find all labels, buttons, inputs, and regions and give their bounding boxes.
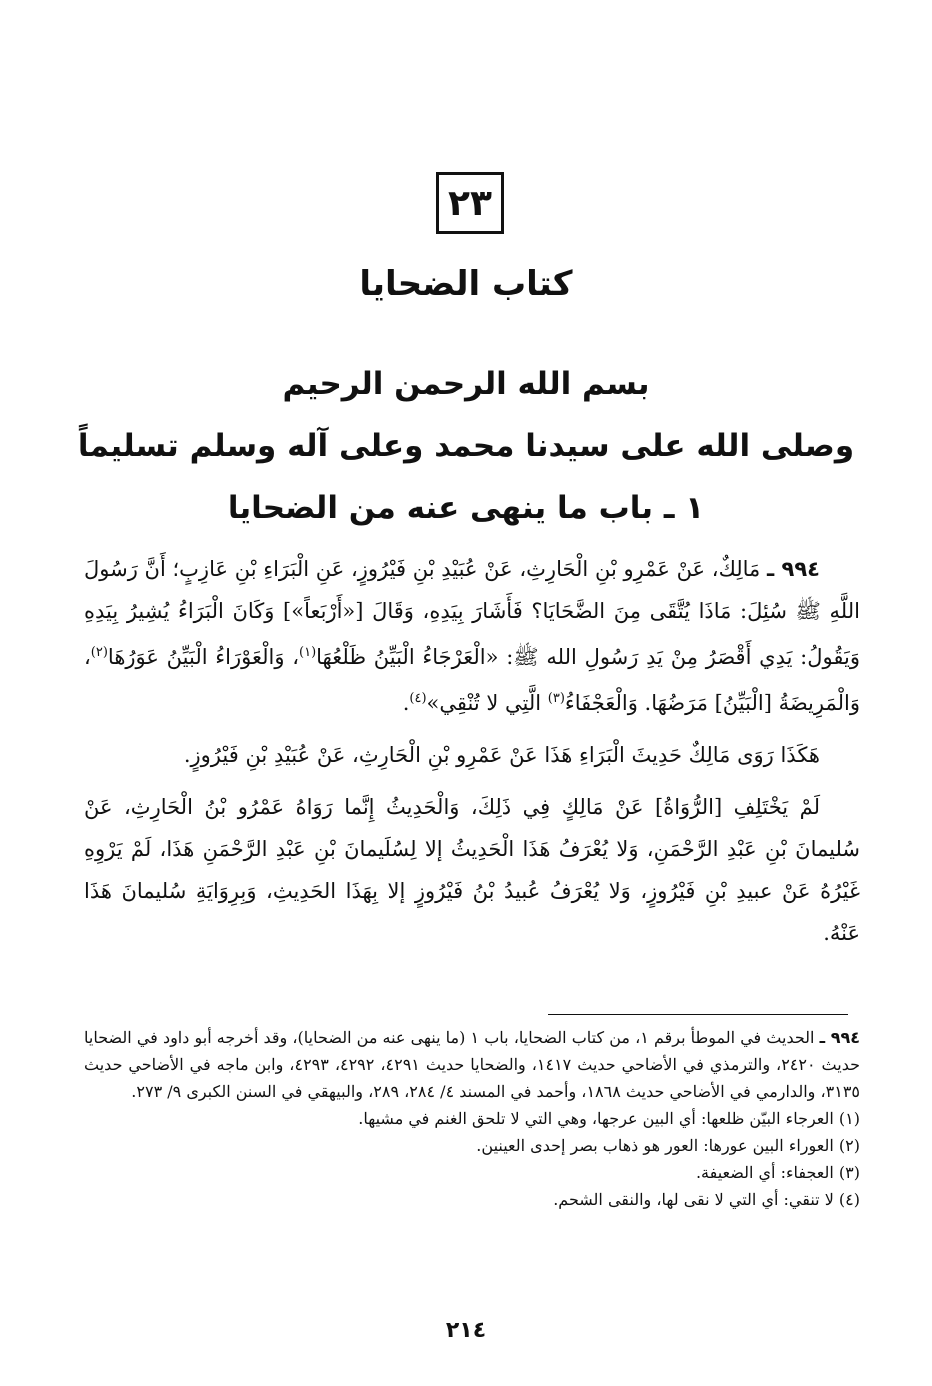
hadith-paragraph: [84, 548, 860, 724]
book-title: كتاب الضحايا: [359, 264, 573, 304]
footnote-main-text: الحديث في الموطأ برقم ١، من كتاب الضحايا، باب ١ (ما ينهى عنه من الضحايا)، وقد أخرجه أبو داود في الضحايا حديث ٢٤٢٠، والترمذي في الأضاحي حديث ١٤١٧، والضحايا حديث ٤٢٩١، ٤٢٩٢، ٤٢٩٣، وابن ماجه في الأضاحي حديث ٣١٣٥، والدارمي في الأضاحي حديث ١٨٦٨، وأحمد في المسند ٤/ ٢٨٤، ٢٨٩، والبيهقي في السنن الكبرى ٩/ ٢٧٣.: [84, 1028, 860, 1101]
footnote-main: [84, 1024, 860, 1105]
footnote-item-2: (٢) العوراء البين عورها: العور هو ذهاب بصر إحدى العينين.: [476, 1136, 860, 1155]
hadith-text-end: .: [402, 691, 410, 715]
hadith-text-part3: ، وَالْمَرِيضَةُ [الْبَيِّنُ] مَرَضُهَا. وَالْعَجْفَاءُ: [84, 645, 860, 715]
hadith-number: ٩٩٤ ـ: [767, 557, 820, 581]
salawat-line: وصلى الله على سيدنا محمد وعلى آله وسلم تسليماً: [77, 428, 855, 464]
hadith-text-part2: ، وَالْعَوْرَاءُ الْبَيِّنُ عَوَرُهَا: [107, 645, 300, 669]
chapter-heading: ١ ـ باب ما ينهى عنه من الضحايا: [227, 490, 705, 526]
footnote-ref-1: (١): [299, 645, 317, 660]
hadith-text-part4: الَّتِي لا تُنْقِي»: [426, 691, 548, 715]
footnote-item-1: (١) العرجاء البيّن ظلعها: أي البين عرجها، وهي التي لا تلحق الغنم في مشيها.: [358, 1109, 860, 1128]
footnote-divider: [548, 1014, 848, 1015]
chapter-number-box: [436, 172, 504, 234]
footnote-main-number: ٩٩٤ ـ: [819, 1028, 861, 1047]
page-number: ٢١٤: [445, 1318, 487, 1343]
hadith-text-part1: مَالِكٌ، عَنْ عَمْرِو بْنِ الْحَارِثِ، عَنْ عُبَيْدِ بْنِ فَيْرُوزٍ، عَنِ الْبَرَاءِ بْنِ عَازِبٍ؛ أَنَّ رَسُولَ اللَّهِ ﷺ سُئِلَ: مَاذَا يُتَّقَى مِنَ الضَّحَايَا؟ فَأَشَارَ بِيَدِهِ، وَقَالَ [«أَرْبَعاً»] وَكَانَ الْبَرَاءُ يُشِيرُ بِيَدِهِ وَيَقُولُ: يَدِي أَقْصَرُ مِنْ يَدِ رَسُولِ الله ﷺ: «الْعَرْجَاءُ الْبَيِّنُ ظَلْعُهَا: [84, 557, 860, 669]
main-text: [84, 548, 860, 964]
chapter-number: ٢٣: [448, 182, 492, 224]
footnote-item-4: (٤) لا تنقي: أي التي لا نقى لها، والنقى الشحم.: [553, 1190, 860, 1209]
basmala: بسم الله الرحمن الرحيم: [282, 366, 650, 402]
footnote-ref-4: (٤): [409, 691, 427, 706]
footnote-ref-2: (٢): [90, 645, 108, 660]
commentary-paragraph-1: هَكَذَا رَوَى مَالِكٌ حَدِيثَ الْبَرَاءِ هَذَا عَنْ عَمْرِو بْنِ الْحَارِثِ، عَنْ عُبَيْدِ بْنِ فَيْرُوزٍ.: [183, 743, 820, 767]
commentary-paragraph-2: لَمْ يَخْتَلِفِ [الرُّوَاةُ] عَنْ مَالِكٍ فِي ذَلِكَ، وَالْحَدِيثُ إِنَّما رَوَاهُ عَمْرُو بْنُ الْحَارِثِ، عَنْ سُليمانَ بْنِ عَبْدِ الرَّحْمَنِ، وَلا يُعْرَفُ هَذَا الْحَدِيثُ إلا لِسُلَيمانَ بْنِ عَبْدِ الرَّحْمَنِ هَذَا، لَمْ يَرْوِهِ غَيْرُهُ عَنْ عبيدِ بْنِ فَيْرُوزٍ، وَلا يُعْرَفُ عُبيدُ بْنُ فَيْرُوزٍ إلا بِهَذَا الحَدِيثِ، وَبِرِوَايَةِ سُليمانَ هَذَا عَنْهُ.: [84, 795, 860, 945]
footnotes: [84, 1024, 860, 1213]
footnote-item-3: (٣) العجفاء: أي الضعيفة.: [695, 1163, 860, 1182]
footnote-ref-3: (٣): [547, 691, 565, 706]
